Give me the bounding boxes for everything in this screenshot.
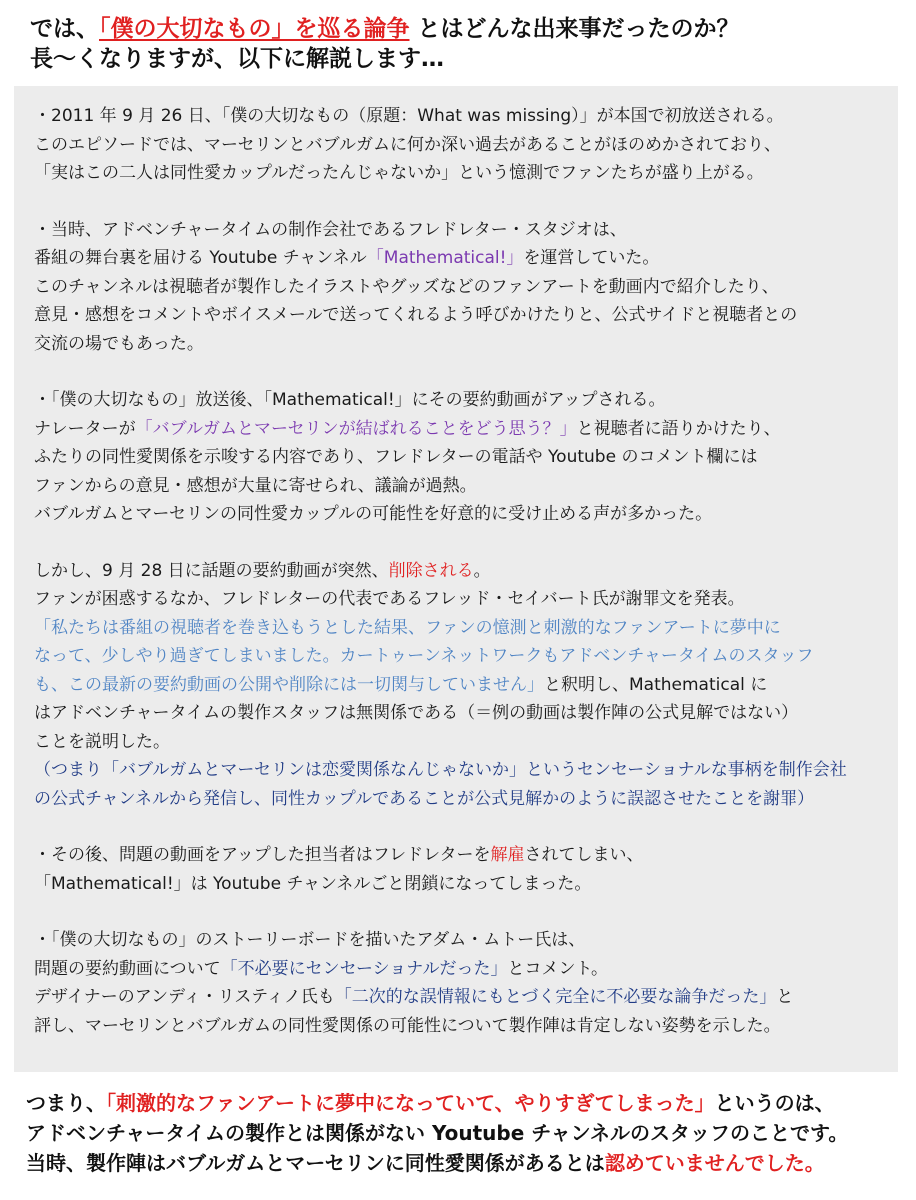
title-line-1	[30, 14, 900, 44]
conclusion-line-3	[26, 1148, 906, 1178]
text-fragment: 当時、製作陣はバブルガムとマーセリンに同性愛関係があるとは	[26, 1151, 605, 1175]
text-fragment: というのは、	[714, 1091, 835, 1115]
text-fragment: つまり、	[26, 1091, 106, 1115]
text-line: ・2011 年 9 月 26 日、「僕の大切なもの（原題：What was missing）」が本国で初放送される。	[34, 106, 784, 126]
text-line: ふたりの同性愛関係を示唆する内容であり、フレドレターの電話や Youtube のコメント欄には	[34, 447, 758, 467]
text-fragment: 。	[473, 560, 491, 581]
text-line: ファンが困惑するなか、フレドレターの代表であるフレッド・セイバート氏が謝罪文を発表。	[34, 589, 745, 609]
text-line: 評し、マーセリンとバブルガムの同性愛関係の可能性について製作陣は肯定しない姿勢を示した。	[34, 1015, 781, 1036]
narrator-quote-highlight: 「バブルガムとマーセリンが結ばれることをどう思う？」	[135, 418, 577, 439]
text-line	[34, 415, 888, 444]
section-channel	[34, 216, 888, 359]
note-line: （つまり「バブルガムとマーセリンは恋愛関係なんじゃないか」というセンセーショナルな事柄を制作会社	[34, 760, 847, 780]
text-line: ファンからの意見・感想が大量に寄せられ、議論が過熱。	[34, 475, 477, 496]
ristino-quote-highlight: 「二次的な誤情報にもとづく完全に不必要な論争だった」	[334, 987, 777, 1007]
text-line: バブルガムとマーセリンの同性愛カップルの可能性を好意的に受け止める声が多かった。	[34, 504, 713, 524]
text-line: ことを説明した。	[34, 731, 170, 752]
text-fragment: とコメント。	[507, 958, 608, 979]
text-fragment: を運営していた。	[523, 248, 660, 268]
text-fragment: しかし、9 月 28 日に話題の要約動画が突然、	[34, 560, 389, 581]
deleted-highlight: 削除される	[388, 560, 474, 581]
section-staff-comments	[34, 926, 888, 1040]
conclusion-quote-highlight: 「刺激的なファンアートに夢中になっていて、やりすぎてしまった」	[106, 1091, 715, 1115]
text-line	[34, 983, 888, 1012]
conclusion-line-1	[26, 1088, 906, 1118]
text-line: はアドベンチャータイムの製作スタッフは無関係である（＝例の動画は製作陣の公式見解ではない）	[34, 703, 799, 723]
apology-quote-line: も、この最新の要約動画の公開や削除には一切関与していません」	[34, 674, 544, 695]
text-fragment: 問題の要約動画について	[34, 958, 221, 979]
explanation-box	[14, 86, 898, 1072]
text-fragment: デザイナーのアンディ・リスティノ氏も	[34, 987, 335, 1007]
apology-quote-line: なって、少しやり過ぎてしまいました。カートゥーンネットワークもアドベンチャータイムのスタッフ	[34, 646, 814, 666]
note-line: の公式チャンネルから発信し、同性カップルであることが公式見解かのように誤認させたことを謝罪）	[34, 788, 815, 809]
text-fragment: ナレーターが	[34, 418, 136, 439]
muto-quote-highlight: 「不必要にセンセーショナルだった」	[220, 958, 508, 979]
text-line: ・「僕の大切なもの」放送後、「Mathematical!」にその要約動画がアップされる。	[34, 390, 666, 410]
section-dismissal	[34, 841, 888, 898]
text-line: 「実はこの二人は同性愛カップルだったんじゃないか」という憶測でファンたちが盛り上がる。	[34, 163, 764, 183]
channel-name-highlight: 「Mathematical!」	[366, 248, 524, 268]
section-deletion	[34, 557, 888, 814]
text-fragment: と視聴者に語りかけたり、	[576, 418, 781, 439]
page-title	[30, 14, 900, 74]
text-line	[34, 557, 888, 586]
text-fragment: 番組の舞台裏を届ける Youtube チャンネル	[34, 248, 367, 268]
title-highlight: 「僕の大切なもの」を巡る論争	[99, 16, 410, 42]
text-line	[34, 955, 888, 984]
text-line	[34, 671, 888, 700]
text-line	[34, 244, 888, 273]
not-acknowledged-highlight: 認めていませんでした。	[604, 1151, 825, 1175]
text-line: このチャンネルは視聴者が製作したイラストやグッズなどのファンアートを動画内で紹介したり、	[34, 276, 779, 297]
text-line: 「Mathematical!」は Youtube チャンネルごと閉鎖になってしまった。	[34, 873, 592, 894]
text-line: 意見・感想をコメントやボイスメールで送ってくれるよう呼びかけたりと、公式サイドと視聴者との	[34, 305, 798, 325]
apology-quote-line: 「私たちは番組の視聴者を巻き込もうとした結果、ファンの憶測と刺激的なファンアートに夢中に	[34, 617, 781, 638]
section-broadcast	[34, 102, 888, 188]
text-line: 交流の場でもあった。	[34, 333, 204, 354]
text-line: ・「僕の大切なもの」のストーリーボードを描いたアダム・ムトー氏は、	[34, 930, 586, 950]
section-summary-video	[34, 386, 888, 529]
text-fragment: ・その後、問題の動画をアップした担当者はフレドレターを	[34, 845, 491, 865]
title-suffix: とはどんな出来事だったのか？	[409, 16, 740, 42]
text-line: ・当時、アドベンチャータイムの制作会社であるフレドレター・スタジオは、	[34, 219, 627, 240]
text-fragment: されてしまい、	[524, 845, 644, 865]
text-line: このエピソードでは、マーセリンとバブルガムに何か深い過去があることがほのめかされており、	[34, 134, 781, 155]
title-prefix: では、	[30, 16, 99, 42]
conclusion	[26, 1088, 906, 1178]
title-line-2: 長～くなりますが、以下に解説します…	[30, 46, 444, 72]
text-fragment: と	[776, 987, 794, 1007]
fired-highlight: 解雇	[490, 845, 525, 865]
text-fragment: と釈明し、Mathematical に	[544, 674, 768, 695]
text-line	[34, 841, 888, 870]
conclusion-line-2: アドベンチャータイムの製作とは関係がない Youtube チャンネルのスタッフのことです。	[26, 1121, 849, 1145]
